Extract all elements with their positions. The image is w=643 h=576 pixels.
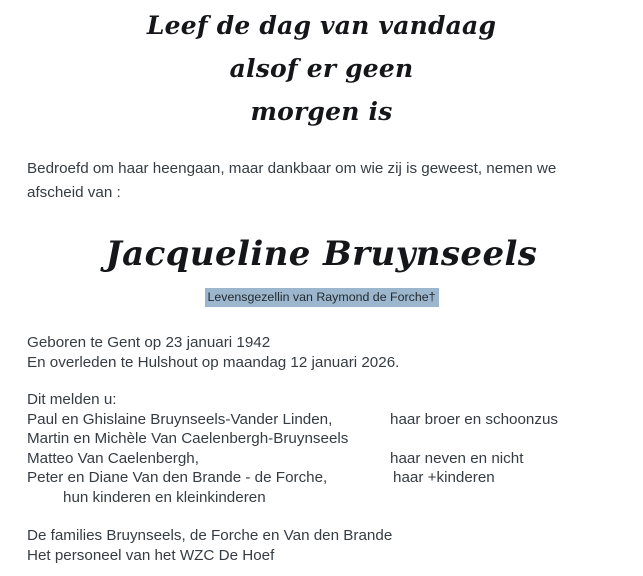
death-date-line: En overleden te Hulshout op maandag 12 januari 2026. — [27, 353, 400, 371]
closing-line-families: De families Bruynseels, de Forche en Van den Brande — [27, 527, 393, 544]
family-relationship-label: haar neven en nicht — [390, 449, 524, 467]
deceased-subtitle-highlighted-text[interactable]: Levensgezellin van Raymond de Forche† — [205, 288, 439, 307]
family-announcement-block — [27, 390, 627, 507]
epigraph-line-3: morgen is — [250, 97, 393, 126]
family-member-names: Martin en Michèle Van Caelenbergh-Bruynseels — [27, 430, 349, 447]
deceased-subtitle-block — [0, 288, 643, 307]
family-relationship-label: haar broer en schoonzus — [390, 410, 559, 428]
epigraph-block — [0, 4, 643, 133]
intro-line-2: afscheid van : — [27, 184, 121, 201]
deceased-name: Jacqueline Bruynseels — [105, 234, 538, 274]
family-row — [27, 449, 627, 469]
deceased-name-block — [0, 232, 643, 276]
birth-date-line: Geboren te Gent op 23 januari 1942 — [27, 334, 271, 351]
family-member-names: Matteo Van Caelenbergh, — [27, 449, 199, 467]
family-relationship-label: haar +kinderen — [393, 469, 495, 486]
family-member-names: Peter en Diane Van den Brande - de Forche, — [27, 469, 328, 486]
closing-line-staff: Het personeel van het WZC De Hoef — [27, 546, 275, 564]
family-row — [27, 488, 627, 508]
family-row — [27, 468, 627, 488]
family-row — [27, 429, 627, 449]
epigraph-line-1: Leef de dag van vandaag — [146, 11, 497, 40]
dates-block — [27, 333, 587, 372]
epigraph-line-2: alsof er geen — [229, 54, 414, 83]
family-announcement-heading: Dit melden u: — [27, 391, 117, 408]
family-member-names: Paul en Ghislaine Bruynseels-Vander Linden, — [27, 410, 333, 428]
closing-block — [27, 526, 587, 565]
family-row — [27, 410, 627, 430]
family-member-names: hun kinderen en kleinkinderen — [63, 488, 266, 506]
intro-paragraph — [27, 157, 587, 205]
intro-line-1: Bedroefd om haar heengaan, maar dankbaar om wie zij is geweest, nemen we — [27, 160, 557, 177]
